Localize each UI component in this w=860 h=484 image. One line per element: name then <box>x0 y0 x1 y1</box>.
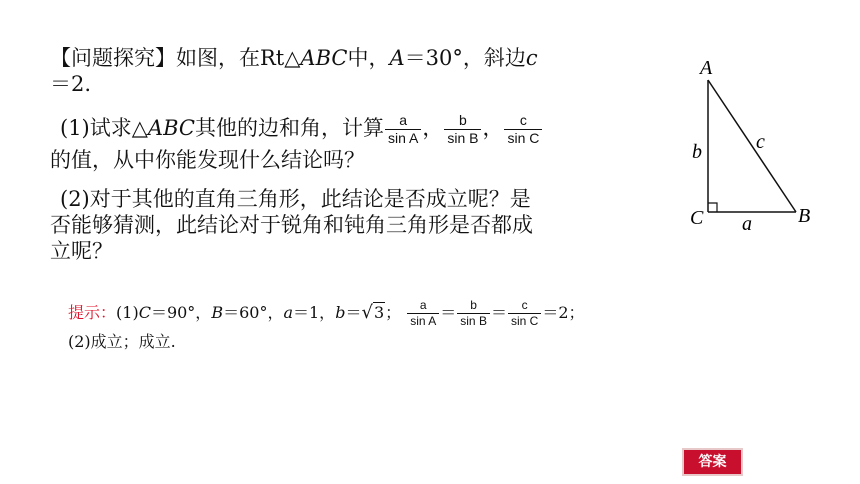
problem-statement: 【问题探究】如图，在Rt△ABC中，A＝30°，斜边c ＝2. <box>50 46 538 96</box>
side-c-line <box>708 80 796 212</box>
fraction-b-sinB: $\frac{b}{\text{sin B}}$ <box>444 112 481 147</box>
hint-fraction-b: $\frac{b}{\text{sin B}}$ <box>457 298 490 329</box>
side-c-label: c <box>756 131 765 153</box>
fraction-c-sinC: $\frac{c}{\text{sin C}}$ <box>504 112 542 147</box>
vertex-a-label: A <box>700 57 713 79</box>
vertex-c-label: C <box>690 207 704 229</box>
fraction-a-sinA: $\frac{a}{\text{sin A}}$ <box>385 112 421 147</box>
hint-fraction-a: $\frac{a}{\text{sin A}}$ <box>407 298 439 329</box>
hint-line-2: (2)成立；成立. <box>68 332 176 351</box>
side-b-label: b <box>692 141 702 163</box>
problem-heading: 【问题探究】 <box>50 46 176 70</box>
hint-line-1: 提示：(1)C＝90°，B＝60°，a＝1，b＝√3； $\frac{a}{\text{sin A}}$ ＝ $\frac{b}{\text{sin B}}$ ＝ $\frac{c}{\text{sin C}}$ ＝2； <box>68 298 585 328</box>
sqrt-3: √3 <box>361 302 385 323</box>
right-angle-mark <box>708 203 717 212</box>
side-a-label: a <box>742 213 752 235</box>
right-triangle-diagram <box>680 50 820 240</box>
vertex-b-label: B <box>798 205 811 227</box>
hint-fraction-c: $\frac{c}{\text{sin C}}$ <box>508 298 541 329</box>
question-1: (1)试求△ABC其他的边和角，计算 $\frac{a}{\text{sin A}}$ ， $\frac{b}{\text{sin B}}$ ， $\frac{c}{\text{sin C}}$ 的值，从中你能发现什么结论吗？ <box>50 112 650 173</box>
hint-label: 提示： <box>68 303 117 322</box>
question-2: (2)对于其他的直角三角形，此结论是否成立呢？是 否能够猜测，此结论对于锐角和钝角三角形是否都成 立呢？ <box>50 187 533 263</box>
answer-button[interactable]: 答案 <box>684 450 741 474</box>
